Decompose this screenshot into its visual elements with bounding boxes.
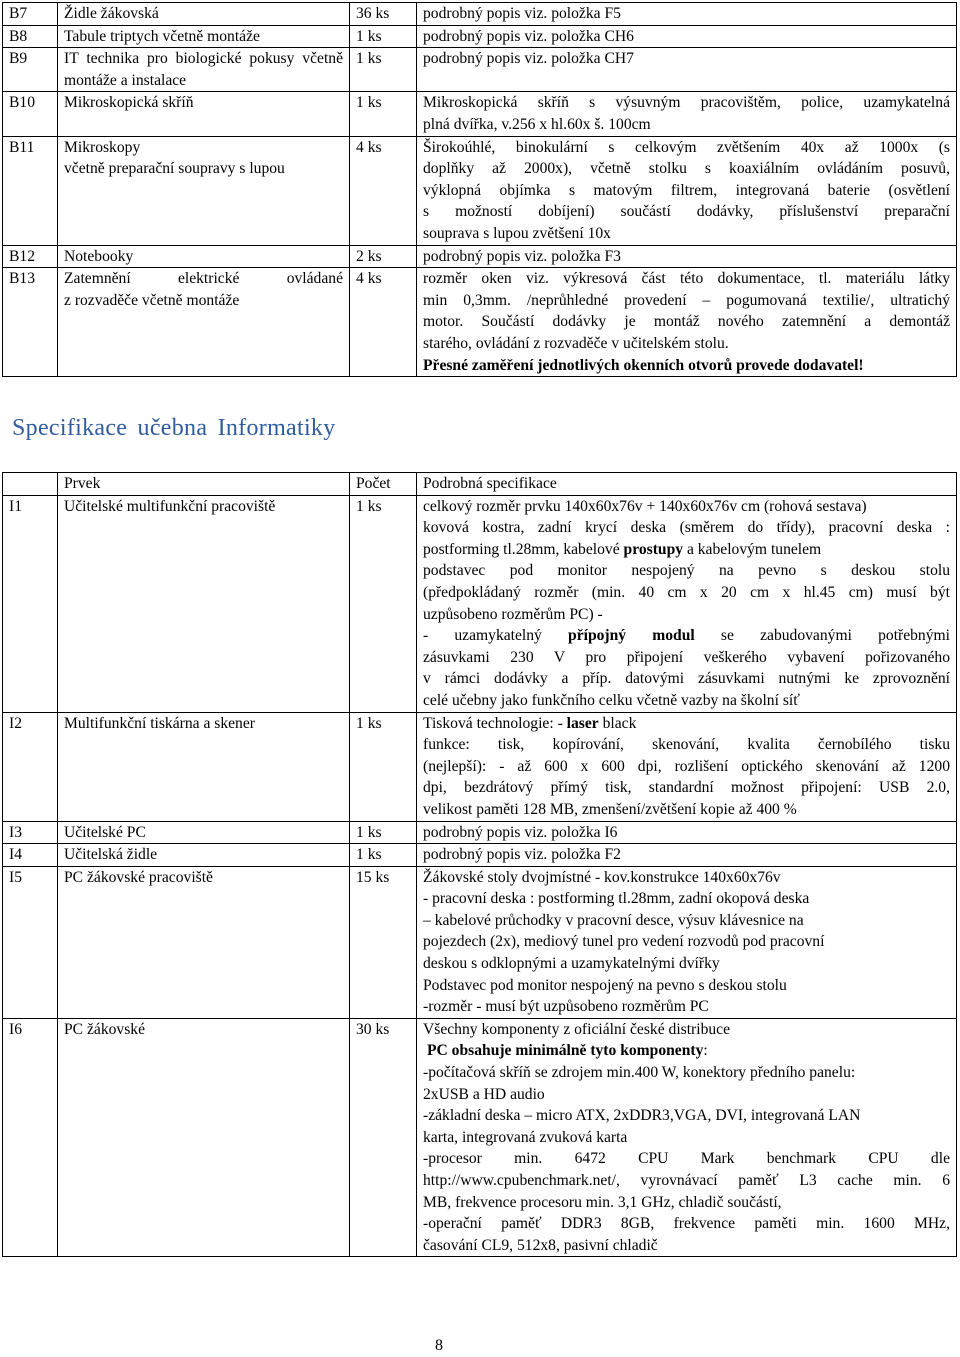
item-name: Tabule triptych včetně montáže	[58, 25, 350, 48]
spec-line: zásuvkami 230 V pro připojení veškerého vybavení pořizovaného	[423, 648, 950, 666]
item-name: PC žákovské pracoviště	[58, 866, 350, 1018]
spec-text: - uzamykatelný	[423, 627, 569, 645]
table-row	[3, 268, 957, 377]
spec-line: 2xUSB a HD audio	[423, 1085, 545, 1103]
table-row	[3, 1018, 957, 1257]
spec-line	[423, 625, 950, 647]
spec-text-bold: prostupy	[623, 540, 684, 558]
item-id: B13	[3, 268, 58, 377]
table-row	[3, 48, 957, 92]
table-row	[3, 844, 957, 867]
item-spec	[417, 495, 957, 712]
spec-line: -základní deska – micro ATX, 2xDDR3,VGA, DVI, integrovaná LAN	[423, 1107, 861, 1125]
spec-line: pojezdech (2x), mediový tunel pro vedení rozvodů pod pracovní	[423, 933, 825, 951]
item-name	[58, 268, 350, 377]
item-quantity: 4 ks	[350, 268, 417, 377]
header-quantity: Počet	[350, 473, 417, 496]
spec-line: Žákovské stoly dvojmístné - kov.konstrukce 140x60x76v	[423, 868, 781, 886]
item-id: B11	[3, 136, 58, 245]
item-spec	[417, 712, 957, 821]
item-name: PC žákovské	[58, 1018, 350, 1257]
item-id: B10	[3, 92, 58, 136]
page-number: 8	[435, 1337, 443, 1354]
spec-line: Všechny komponenty z oficiální české distribuce	[423, 1020, 731, 1038]
spec-line: -počítačová skříň se zdrojem min.400 W, konektory předního panelu:	[423, 1064, 856, 1082]
header-spec: Podrobná specifikace	[417, 473, 957, 496]
item-spec	[417, 1018, 957, 1257]
item-id: I6	[3, 1018, 58, 1257]
item-name: Učitelské PC	[58, 821, 350, 844]
table-row	[3, 245, 957, 268]
table-row	[3, 495, 957, 712]
spec-text: postforming tl.28mm, kabelové	[423, 540, 624, 558]
spec-line: starého, ovládání z rozvaděče v učitelském stolu.	[423, 334, 729, 352]
spec-line: doplňky až 2000x), včetně stolku s koaxiálním ovládáním posuvů,	[423, 160, 950, 178]
item-name: Židle žákovská	[58, 3, 350, 26]
item-name-line: Zatemnění elektrické ovládané	[64, 270, 343, 288]
spec-line	[423, 713, 950, 735]
spec-line: rozměr oken viz. výkresová část této dokumentace, tl. materiálu látky	[423, 270, 950, 288]
item-quantity: 15 ks	[350, 866, 417, 1018]
spec-line: karta, integrovaná zvuková karta	[423, 1128, 628, 1146]
spec-line: plná dvířka, v.256 x hl.60x š. 100cm	[423, 115, 651, 133]
spec-line: -procesor min. 6472 CPU Mark benchmark CPU dle	[423, 1150, 950, 1168]
spec-line: v rámci dodávky a příp. datovými zásuvkami nutnými ke zprovoznění	[423, 670, 950, 688]
item-spec: podrobný popis viz. položka F3	[417, 245, 957, 268]
spec-line: celé učebny jako funkčního celku včetně vazby na školní síť	[423, 691, 800, 709]
item-id: B7	[3, 3, 58, 26]
item-id: I2	[3, 712, 58, 821]
spec-text-bold: přípojný modul	[568, 627, 695, 645]
item-quantity: 1 ks	[350, 25, 417, 48]
item-name-line: Mikroskopy	[64, 138, 141, 156]
spec-line: souprava s lupou zvětšení 10x	[423, 224, 611, 242]
spec-line: – kabelové průchodky v pracovní desce, výsuv klávesnice na	[423, 911, 804, 929]
item-name-line: z rozvaděče včetně montáže	[64, 291, 240, 309]
spec-line: -rozměr - musí být uzpůsobeno rozměrům PC	[423, 998, 709, 1016]
spec-line: uzpůsobeno rozměrům PC) -	[423, 605, 603, 623]
item-quantity: 1 ks	[350, 821, 417, 844]
spec-line: celkový rozměr prvku 140x60x76v + 140x60x76v cm (rohová sestava)	[423, 497, 867, 515]
item-spec: podrobný popis viz. položka CH7	[417, 48, 957, 92]
spec-line: Mikroskopická skříň s výsuvným pracovištěm, police, uzamykatelná	[423, 94, 950, 112]
table-row	[3, 136, 957, 245]
item-name-line: včetně preparační soupravy s lupou	[64, 160, 285, 178]
table-row	[3, 25, 957, 48]
spec-line: časování CL9, 512x8, pasivní chladič	[423, 1236, 658, 1254]
table-row	[3, 712, 957, 821]
header-id	[3, 473, 58, 496]
item-spec	[417, 866, 957, 1018]
section-title: Specifikace učebna Informatiky	[12, 415, 336, 441]
item-name: IT technika pro biologické pokusy včetně montáže a instalace	[58, 48, 350, 92]
equipment-table-informatics	[2, 472, 957, 1257]
spec-line: s možností dobíjení) součástí dodávky, příslušenství preparační	[423, 203, 950, 221]
item-name: Učitelské multifunkční pracoviště	[58, 495, 350, 712]
item-quantity: 1 ks	[350, 92, 417, 136]
item-id: I5	[3, 866, 58, 1018]
item-quantity: 1 ks	[350, 48, 417, 92]
spec-line: výklopná objímka s matovým filtrem, integrovaná baterie (osvětlení	[423, 181, 950, 199]
item-name	[58, 136, 350, 245]
item-spec	[417, 136, 957, 245]
spec-line: podstavec pod monitor nespojený na pevno s deskou stolu	[423, 562, 950, 580]
table-row	[3, 821, 957, 844]
item-quantity: 4 ks	[350, 136, 417, 245]
spec-text-bold: PC obsahuje minimálně tyto komponenty	[427, 1042, 704, 1060]
item-name: Notebooky	[58, 245, 350, 268]
spec-line: (nejlepší): - až 600 x 600 dpi, rozlišení optického skenování až 1200	[423, 757, 950, 775]
table-row	[3, 866, 957, 1018]
spec-text: a kabelovým tunelem	[683, 540, 822, 558]
item-id: I4	[3, 844, 58, 867]
table-header-row	[3, 473, 957, 496]
table-row	[3, 92, 957, 136]
item-name: Mikroskopická skříň	[58, 92, 350, 136]
spec-line: Podstavec pod monitor nespojený na pevno s deskou stolu	[423, 976, 787, 994]
item-id: B9	[3, 48, 58, 92]
header-name: Prvek	[58, 473, 350, 496]
spec-text: :	[703, 1042, 708, 1060]
item-spec	[417, 268, 957, 377]
spec-line: dpi, bezdrátový přímý tisk, standardní možnost připojení: USB 2.0,	[423, 779, 950, 797]
spec-text: Tisková technologie: -	[423, 714, 567, 732]
spec-line: deskou s odklopnými a uzamykatelnými dvířky	[423, 955, 720, 973]
item-quantity: 36 ks	[350, 3, 417, 26]
item-spec: podrobný popis viz. položka I6	[417, 821, 957, 844]
item-id: B8	[3, 25, 58, 48]
spec-line: min 0,3mm. /neprůhledné provedení – pogumovaná textilie/, ultratichý	[423, 291, 950, 309]
table-row	[3, 3, 957, 26]
item-spec: podrobný popis viz. položka F5	[417, 3, 957, 26]
spec-line: - pracovní deska : postforming tl.28mm, zadní okopová deska	[423, 890, 810, 908]
spec-text-bold: laser	[566, 714, 599, 732]
item-name: Učitelská židle	[58, 844, 350, 867]
spec-text: se zabudovanými potřebnými	[694, 627, 950, 645]
spec-line: Širokoúhlé, binokulární s celkovým zvětšením 40x až 1000x (s	[423, 138, 950, 156]
spec-line: (předpokládaný rozměr (min. 40 cm x 20 cm x hl.45 cm) musí být	[423, 583, 950, 601]
spec-line: http://www.cpubenchmark.net/, vyrovnávací paměť L3 cache min. 6	[423, 1172, 950, 1189]
spec-line	[423, 1040, 950, 1062]
item-quantity: 30 ks	[350, 1018, 417, 1257]
item-quantity: 1 ks	[350, 712, 417, 821]
spec-line: kovová kostra, zadní krycí deska (směrem do třídy), pracovní deska :	[423, 519, 950, 537]
item-spec	[417, 92, 957, 136]
item-quantity: 1 ks	[350, 844, 417, 867]
spec-line: funkce: tisk, kopírování, skenování, kvalita černobílého tisku	[423, 736, 950, 754]
item-name: Multifunkční tiskárna a skener	[58, 712, 350, 821]
item-id: B12	[3, 245, 58, 268]
spec-line: -operační paměť DDR3 8GB, frekvence paměti min. 1600 MHz,	[423, 1215, 950, 1233]
item-quantity: 1 ks	[350, 495, 417, 712]
spec-line: motor. Součástí dodávky je montáž nového zatemnění a demontáž	[423, 313, 950, 331]
item-spec: podrobný popis viz. položka F2	[417, 844, 957, 867]
spec-line: MB, frekvence procesoru min. 3,1 GHz, chladič součástí,	[423, 1193, 782, 1211]
spec-line: velikost paměti 128 MB, zmenšení/zvětšení kopie až 400 %	[423, 800, 797, 818]
item-spec: podrobný popis viz. položka CH6	[417, 25, 957, 48]
equipment-table-biology	[2, 2, 957, 377]
item-id: I3	[3, 821, 58, 844]
spec-note-bold: Přesné zaměření jednotlivých okenních otvorů provede dodavatel!	[423, 356, 864, 374]
item-quantity: 2 ks	[350, 245, 417, 268]
item-id: I1	[3, 495, 58, 712]
spec-text: black	[598, 714, 637, 732]
spec-line	[423, 539, 950, 561]
